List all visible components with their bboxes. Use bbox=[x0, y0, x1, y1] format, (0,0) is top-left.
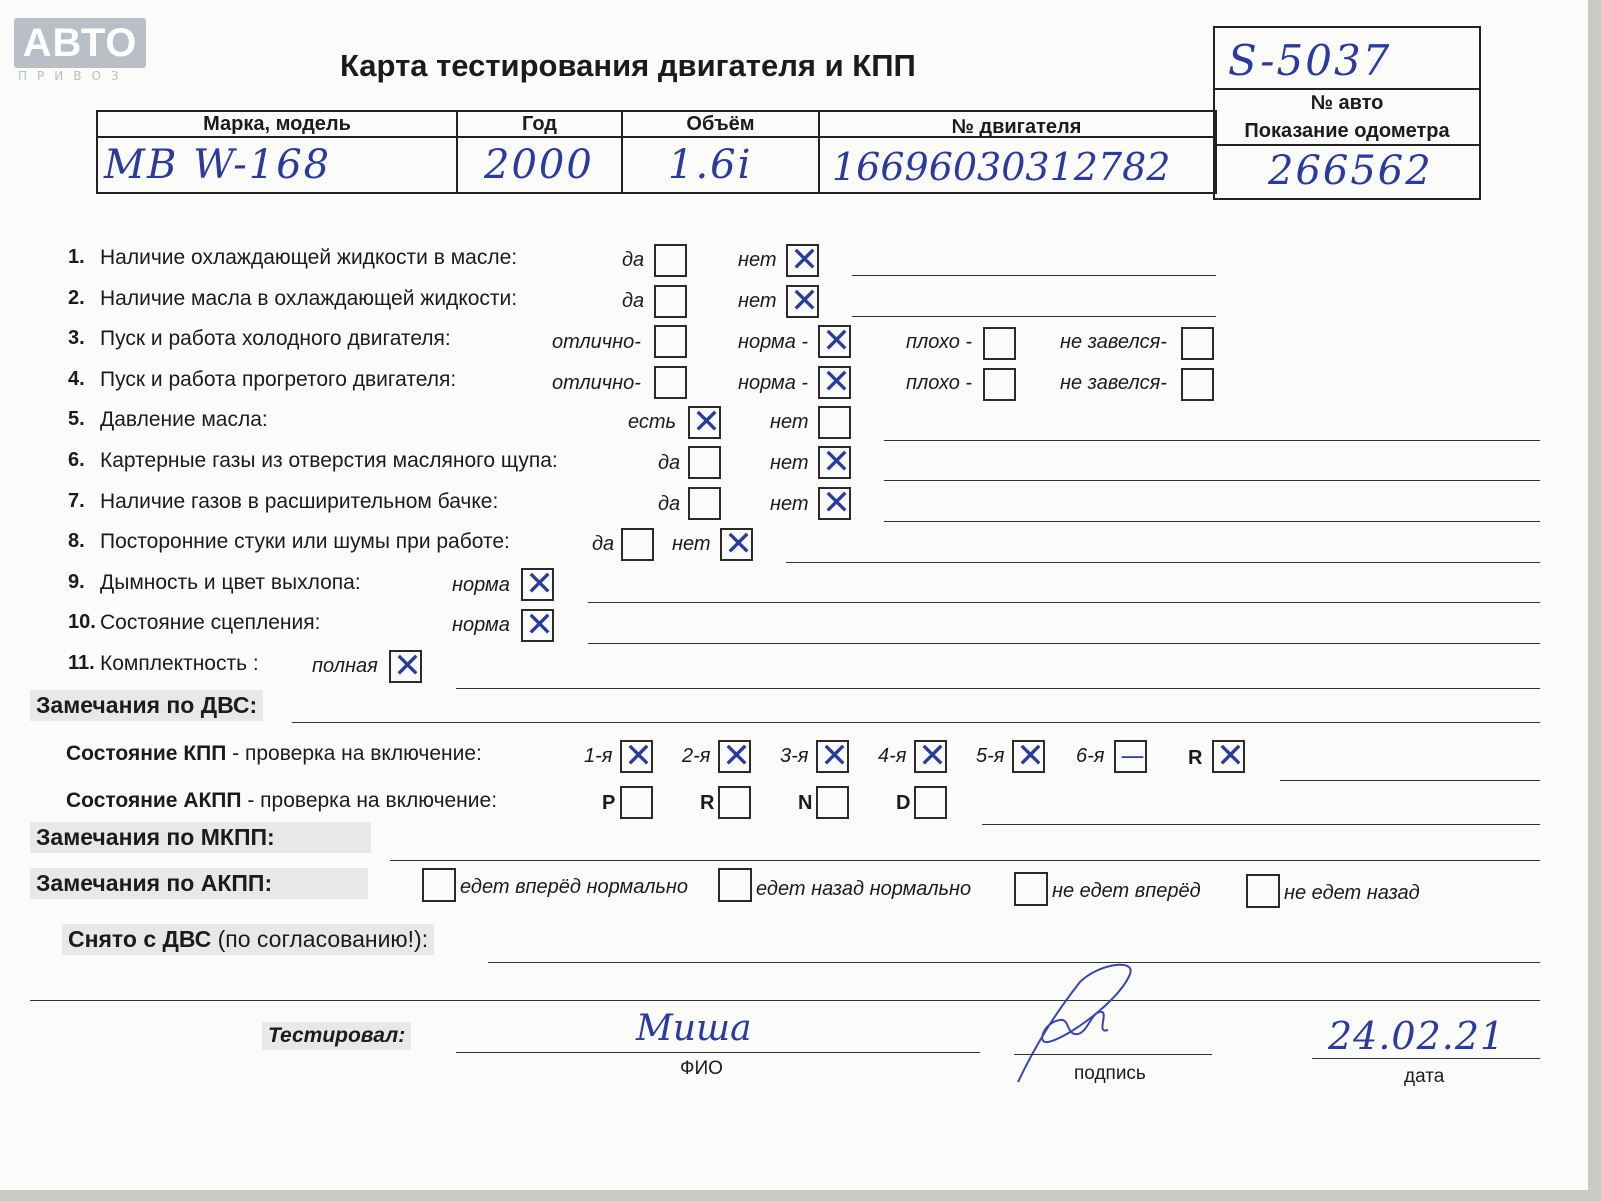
q10-note-line[interactable] bbox=[588, 643, 1540, 644]
extra-note-line[interactable] bbox=[30, 1000, 1540, 1001]
kpp-note-line[interactable] bbox=[1280, 780, 1540, 781]
q4-excellent-checkbox[interactable] bbox=[654, 366, 687, 399]
gear-5-checkbox[interactable] bbox=[1012, 736, 1045, 776]
engine-number-label: № двигателя bbox=[951, 116, 1082, 138]
check-mark-icon: ✕ bbox=[624, 736, 653, 776]
removed-from-ice-label: Снято с ДВС (по согласованию!): bbox=[62, 924, 434, 955]
avtoprivoz-logo bbox=[14, 18, 146, 83]
gear-2-label: 2-я bbox=[682, 745, 711, 767]
q8-yes-label: да bbox=[592, 533, 615, 555]
akpp-d-checkbox[interactable] bbox=[914, 786, 947, 819]
q5-no-label: нет bbox=[770, 411, 809, 433]
check-mark-icon: ✕ bbox=[525, 564, 554, 604]
check-mark-icon: ✕ bbox=[724, 524, 753, 564]
check-mark-icon: ✕ bbox=[918, 736, 947, 776]
check-mark-icon: ✕ bbox=[822, 483, 851, 523]
q3-excellent-label: отлично- bbox=[552, 331, 641, 353]
page-title: Карта тестирования двигателя и КПП bbox=[340, 48, 916, 83]
q11-full-checkbox[interactable] bbox=[389, 646, 422, 686]
akpp-r-checkbox[interactable] bbox=[718, 786, 751, 819]
q4-not-started-checkbox[interactable] bbox=[1181, 368, 1214, 401]
gear-5-label: 5-я bbox=[976, 745, 1005, 767]
check-mark-icon: ✕ bbox=[393, 646, 422, 686]
logo-text: АВТО bbox=[14, 18, 146, 68]
q2-yes-checkbox[interactable] bbox=[654, 285, 687, 318]
q5-present-checkbox[interactable] bbox=[688, 402, 721, 442]
signature-label: подпись bbox=[1074, 1063, 1146, 1084]
akpp-p-label: P bbox=[602, 792, 616, 814]
q2-no-label: нет bbox=[738, 290, 777, 312]
q2-note-line[interactable] bbox=[852, 316, 1216, 317]
akpp-reverse-ok-label: едет назад нормально bbox=[756, 878, 972, 900]
akpp-n-label: N bbox=[798, 792, 813, 814]
check-mark-icon: ✕ bbox=[822, 362, 851, 402]
kpp-check-label: Состояние КПП - проверка на включение: bbox=[66, 742, 482, 765]
akpp-reverse-ok-checkbox[interactable] bbox=[718, 868, 752, 902]
q5-no-checkbox[interactable] bbox=[818, 406, 851, 439]
check-mark-icon: ✕ bbox=[790, 281, 819, 321]
ice-remarks-label: Замечания по ДВС: bbox=[30, 690, 263, 721]
akpp-n-checkbox[interactable] bbox=[816, 786, 849, 819]
akpp-p-checkbox[interactable] bbox=[620, 786, 653, 819]
mkpp-remarks-line[interactable] bbox=[390, 860, 1540, 861]
gear-r-checkbox[interactable] bbox=[1212, 736, 1245, 776]
q3-normal-label: норма - bbox=[738, 331, 809, 353]
q6-yes-checkbox[interactable] bbox=[688, 446, 721, 479]
check-mark-icon: ✕ bbox=[822, 442, 851, 482]
q9-normal-checkbox[interactable] bbox=[521, 564, 554, 604]
akpp-no-forward-checkbox[interactable] bbox=[1014, 872, 1048, 906]
model-label: Марка, модель bbox=[203, 113, 351, 135]
volume-value: 1.6i bbox=[668, 142, 753, 188]
q9-normal-label: норма bbox=[452, 574, 510, 596]
akpp-no-forward-label: не едет вперёд bbox=[1052, 880, 1201, 902]
q9-note-line[interactable] bbox=[588, 602, 1540, 603]
gear-6-checkbox[interactable] bbox=[1114, 740, 1147, 773]
q8-note-line[interactable] bbox=[786, 562, 1540, 563]
q4-normal-label: норма - bbox=[738, 372, 809, 394]
gear-r-label: R bbox=[1188, 747, 1203, 769]
date-line[interactable] bbox=[1312, 1058, 1540, 1059]
q4-bad-label: плохо - bbox=[906, 372, 973, 394]
q4-bad-checkbox[interactable] bbox=[983, 368, 1016, 401]
q8-yes-checkbox[interactable] bbox=[621, 528, 654, 561]
date-value: 24.02.21 bbox=[1328, 1014, 1506, 1058]
q4-excellent-label: отлично- bbox=[552, 372, 641, 394]
q3-not-started-label: не завелся- bbox=[1060, 331, 1167, 353]
q3-not-started-checkbox[interactable] bbox=[1181, 327, 1214, 360]
gear-3-checkbox[interactable] bbox=[816, 736, 849, 776]
q6-no-checkbox[interactable] bbox=[818, 442, 851, 482]
q1-no-label: нет bbox=[738, 249, 777, 271]
logo-subtext: ПРИВОЗ bbox=[18, 69, 129, 83]
odometer-label: Показание одометра bbox=[1244, 120, 1450, 142]
q8-no-checkbox[interactable] bbox=[720, 524, 753, 564]
gear-3-label: 3-я bbox=[780, 745, 809, 767]
check-mark-icon: ✕ bbox=[822, 321, 851, 361]
odometer-value: 266562 bbox=[1268, 148, 1433, 194]
q3-bad-label: плохо - bbox=[906, 331, 973, 353]
q8-no-label: нет bbox=[672, 533, 711, 555]
q6-yes-label: да bbox=[658, 452, 681, 474]
mkpp-remarks-label: Замечания по МКПП: bbox=[30, 822, 371, 853]
akpp-remarks-label: Замечания по АКПП: bbox=[30, 868, 368, 899]
q7-yes-checkbox[interactable] bbox=[688, 487, 721, 520]
akpp-forward-ok-label: едет вперёд нормально bbox=[460, 876, 689, 898]
q7-yes-label: да bbox=[658, 493, 681, 515]
gear-4-checkbox[interactable] bbox=[914, 736, 947, 776]
q11-note-line[interactable] bbox=[456, 688, 1540, 689]
engine-number-value: 16696030312782 bbox=[832, 145, 1171, 189]
akpp-check-label: Состояние АКПП - проверка на включение: bbox=[66, 789, 498, 812]
check-mark-icon: ✕ bbox=[820, 736, 849, 776]
signature-line[interactable] bbox=[1014, 1054, 1212, 1055]
akpp-no-reverse-label: не едет назад bbox=[1284, 882, 1420, 904]
akpp-d-label: D bbox=[896, 792, 911, 814]
akpp-r-label: R bbox=[700, 792, 715, 814]
tester-name-value: Миша bbox=[636, 1008, 752, 1049]
q4-normal-checkbox[interactable] bbox=[818, 362, 851, 402]
fio-line[interactable] bbox=[456, 1052, 980, 1053]
q1-yes-checkbox[interactable] bbox=[654, 244, 687, 277]
dash-mark-icon: — bbox=[1120, 742, 1145, 770]
gear-4-label: 4-я bbox=[878, 745, 907, 767]
gear-2-checkbox[interactable] bbox=[718, 736, 751, 776]
test-card-page: АВТО ПРИВОЗ Карта тестирования двигателя и КПП S-5037 № авто Показание одометра Марка, модель Год Объём № двигателя MB W-168 2000 1.6i 16696030312782 266562 1. Наличие охлаждающей жидкости в масле: 2. Наличие масла в охлаждающей жидкости: 3. Пуск и работа холодного двигателя: 4. Пуск и работа прогретого двигателя: 5. Давление масла: 6. Картерные газы из отверстия масляного щупа: 7. Наличие газов в расширительном бачке: 8. Посторонние стуки или шумы при работе: 9. Дымность и цвет выхлопа: 10. Состояние сцепления: 11. Комплектность : да нет ✕ да нет ✕ отлично- норма - ✕ плохо - не завелся- отлично- норма - ✕ плохо - не завелся- есть ✕ нет да нет ✕ да нет ✕ да нет ✕ норма ✕ норма ✕ полная ✕ Замечания по ДВС: Состояние КПП - проверка на включение: 1-я ✕ 2-я ✕ 3-я ✕ 4-я ✕ 5-я ✕ 6-я — R ✕ Состояние АКПП - проверка на включение: P R N D Замечания по МКПП: Замечания по АКПП: едет вперёд нормально едет назад нормально не едет вперёд не едет назад Снято с ДВС (по согласованию!): Тестировал: Миша ФИО подпись 24.02.21 дата bbox=[0, 0, 1588, 1190]
car-number-value: S-5037 bbox=[1228, 36, 1392, 85]
check-mark-icon: ✕ bbox=[1216, 736, 1245, 776]
tested-by-label: Тестировал: bbox=[262, 1022, 411, 1050]
q6-no-label: нет bbox=[770, 452, 809, 474]
car-number-label: № авто bbox=[1310, 92, 1384, 114]
q3-excellent-checkbox[interactable] bbox=[654, 325, 687, 358]
date-label: дата bbox=[1404, 1066, 1445, 1087]
akpp-no-reverse-checkbox[interactable] bbox=[1246, 874, 1280, 908]
check-mark-icon: ✕ bbox=[722, 736, 751, 776]
check-mark-icon: ✕ bbox=[525, 605, 554, 645]
q11-full-label: полная bbox=[312, 655, 378, 677]
q10-normal-checkbox[interactable] bbox=[521, 605, 554, 645]
fio-label: ФИО bbox=[680, 1058, 723, 1079]
akpp-note-line[interactable] bbox=[982, 824, 1540, 825]
q5-present-label: есть bbox=[628, 411, 677, 433]
gear-6-label: 6-я bbox=[1076, 745, 1105, 767]
volume-label: Объём bbox=[686, 113, 755, 135]
gear-1-label: 1-я bbox=[584, 745, 613, 767]
year-label: Год bbox=[522, 113, 557, 135]
q1-yes-label: да bbox=[622, 249, 645, 271]
q6-note-line[interactable] bbox=[884, 480, 1540, 481]
q1-no-checkbox[interactable] bbox=[786, 240, 819, 280]
q7-no-checkbox[interactable] bbox=[818, 483, 851, 523]
check-mark-icon: ✕ bbox=[790, 240, 819, 280]
akpp-forward-ok-checkbox[interactable] bbox=[422, 868, 456, 902]
q5-note-line[interactable] bbox=[884, 440, 1540, 441]
q3-normal-checkbox[interactable] bbox=[818, 321, 851, 361]
ice-remarks-line[interactable] bbox=[292, 722, 1540, 723]
check-mark-icon: ✕ bbox=[692, 402, 721, 442]
q2-yes-label: да bbox=[622, 290, 645, 312]
check-mark-icon: ✕ bbox=[1016, 736, 1045, 776]
q4-not-started-label: не завелся- bbox=[1060, 372, 1167, 394]
q3-bad-checkbox[interactable] bbox=[983, 327, 1016, 360]
q2-no-checkbox[interactable] bbox=[786, 281, 819, 321]
gear-1-checkbox[interactable] bbox=[620, 736, 653, 776]
q10-normal-label: норма bbox=[452, 614, 510, 636]
q7-note-line[interactable] bbox=[884, 521, 1540, 522]
q7-no-label: нет bbox=[770, 493, 809, 515]
year-value: 2000 bbox=[484, 142, 594, 188]
model-value: MB W-168 bbox=[104, 142, 332, 188]
q1-note-line[interactable] bbox=[852, 275, 1216, 276]
